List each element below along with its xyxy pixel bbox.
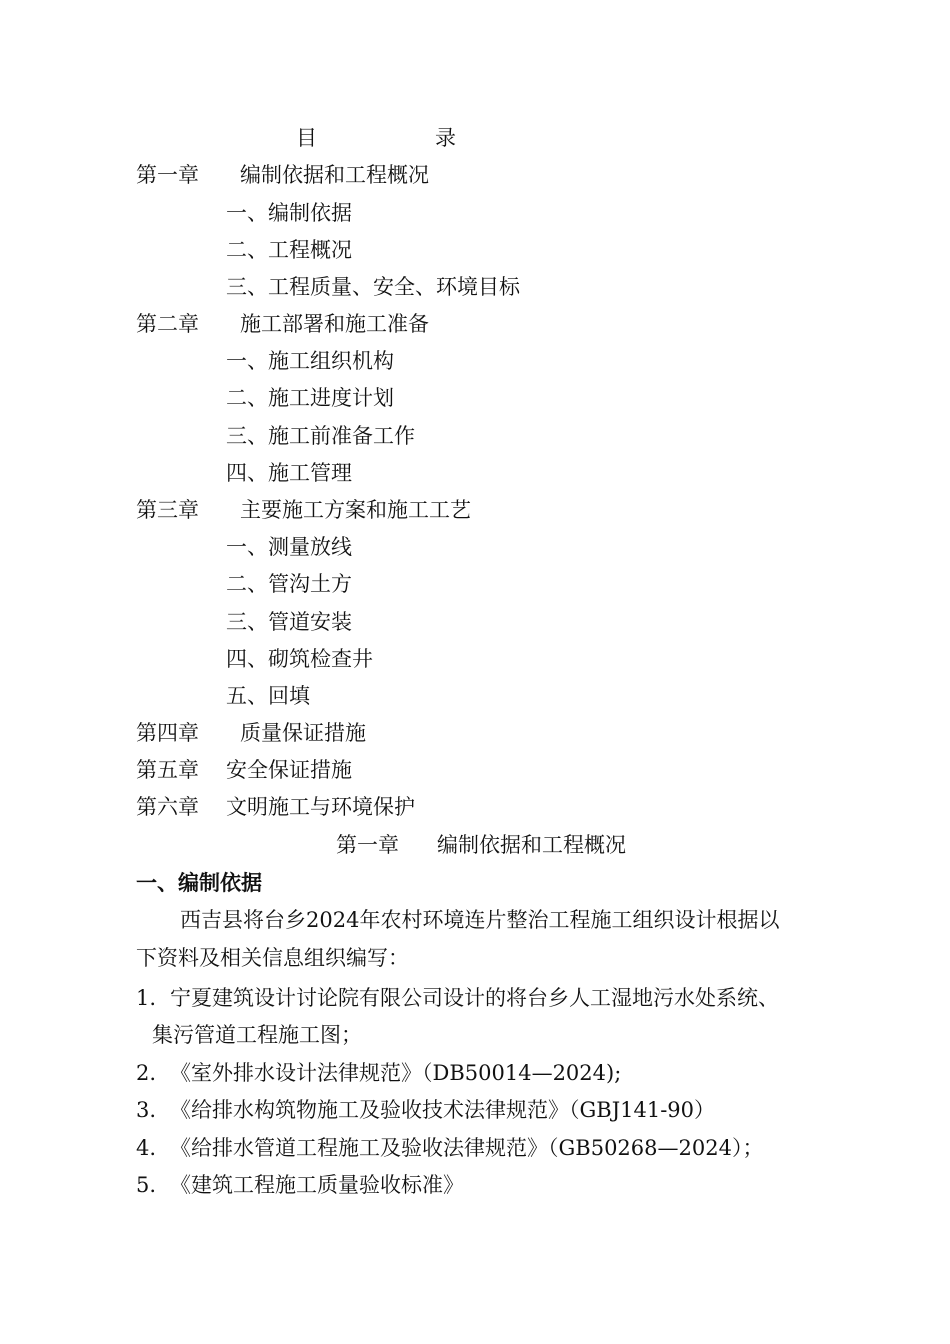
toc-chapter-title: 文明施工与环境保护 (226, 795, 415, 819)
toc-chapter-num: 第一章 (136, 163, 199, 187)
toc-chapter-1[interactable] (136, 161, 429, 189)
toc-chapter-2[interactable] (136, 310, 429, 338)
toc-chapter-5[interactable] (136, 756, 352, 784)
toc-item[interactable]: 一、施工组织机构 (226, 349, 394, 373)
toc-chapter-title: 质量保证措施 (240, 721, 366, 745)
chapter-heading (336, 831, 626, 859)
toc-title (296, 124, 456, 152)
toc-chapter-num: 第二章 (136, 312, 199, 336)
toc-chapter-num: 第三章 (136, 498, 199, 522)
toc-chapter-title: 主要施工方案和施工工艺 (240, 498, 471, 522)
toc-item[interactable]: 二、工程概况 (226, 238, 352, 262)
toc-item[interactable]: 三、施工前准备工作 (226, 424, 415, 448)
toc-chapter-title: 编制依据和工程概况 (240, 163, 429, 187)
section-heading: 一、编制依据 (136, 871, 262, 895)
toc-item[interactable]: 一、编制依据 (226, 201, 352, 225)
list-item-num: 4. (136, 1136, 157, 1160)
list-item-num: 3. (136, 1098, 157, 1122)
toc-chapter-title: 安全保证措施 (226, 758, 352, 782)
toc-chapter-3[interactable] (136, 496, 471, 524)
list-item-continuation: 集污管道工程施工图； (152, 1023, 362, 1047)
toc-chapter-6[interactable] (136, 793, 415, 821)
list-item (136, 984, 779, 1012)
list-item (136, 1134, 764, 1162)
toc-item[interactable]: 一、测量放线 (226, 535, 352, 559)
toc-item[interactable]: 三、工程质量、安全、环境目标 (226, 275, 520, 299)
list-item-num: 5. (136, 1173, 157, 1197)
toc-chapter-title: 施工部署和施工准备 (240, 312, 429, 336)
toc-item[interactable]: 四、施工管理 (226, 461, 352, 485)
paragraph-line: 西吉县将台乡2024年农村环境连片整治工程施工组织设计根据以 (180, 908, 780, 932)
list-item-num: 2. (136, 1061, 157, 1085)
list-item (136, 1059, 622, 1087)
list-item-text: 《室外排水设计法律规范》（DB50014—2024); (170, 1061, 622, 1085)
chapter-heading-title: 编制依据和工程概况 (437, 833, 626, 857)
toc-title-left: 目 (296, 126, 317, 150)
toc-item[interactable]: 三、管道安装 (226, 610, 352, 634)
paragraph-line: 下资料及相关信息组织编写： (136, 946, 409, 970)
toc-item[interactable]: 四、砌筑检查井 (226, 647, 373, 671)
toc-chapter-4[interactable] (136, 719, 366, 747)
list-item-text: 《建筑工程施工质量验收标准》 (170, 1173, 464, 1197)
toc-item[interactable]: 二、施工进度计划 (226, 386, 394, 410)
toc-chapter-num: 第五章 (136, 758, 199, 782)
list-item-text: 宁夏建筑设计讨论院有限公司设计的将台乡人工湿地污水处系统、 (170, 986, 779, 1010)
list-item (136, 1171, 464, 1199)
toc-chapter-num: 第六章 (136, 795, 199, 819)
toc-item[interactable]: 二、管沟土方 (226, 572, 352, 596)
list-item-text: 《给排水构筑物施工及验收技术法律规范》（GBJ141-90） (170, 1098, 716, 1122)
list-item-text: 《给排水管道工程施工及验收法律规范》（GB50268—2024）； (170, 1136, 764, 1160)
list-item-num: 1. (136, 986, 157, 1010)
toc-item[interactable]: 五、回填 (226, 684, 310, 708)
toc-chapter-num: 第四章 (136, 721, 199, 745)
chapter-heading-num: 第一章 (336, 833, 399, 857)
toc-title-right: 录 (435, 126, 456, 150)
list-item (136, 1096, 716, 1124)
